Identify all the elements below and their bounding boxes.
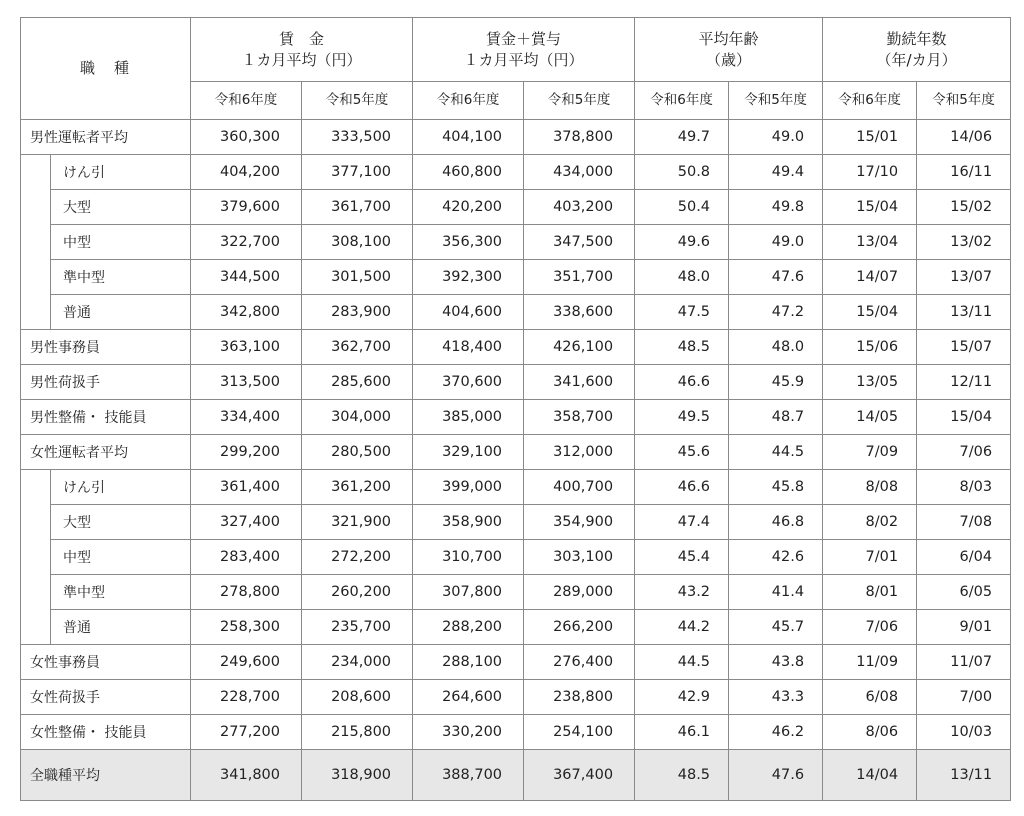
value-cell: 249,600 [191, 645, 302, 680]
row-label: 男性運転者平均 [21, 120, 191, 155]
value-cell: 304,000 [302, 400, 413, 435]
header-line2: １カ月平均（円） [241, 50, 362, 69]
value-cell: 45.4 [635, 540, 729, 575]
value-cell: 322,700 [191, 225, 302, 260]
value-cell: 334,400 [191, 400, 302, 435]
value-cell: 13/11 [917, 295, 1011, 330]
value-cell: 358,900 [413, 505, 524, 540]
value-cell: 303,100 [524, 540, 635, 575]
indent-cell [21, 540, 51, 575]
year-r6-header: 令和6年度 [635, 82, 729, 120]
year-r6-header: 令和6年度 [191, 82, 302, 120]
value-cell: 46.2 [729, 715, 823, 750]
indent-cell [21, 505, 51, 540]
total-row [21, 750, 1011, 801]
value-cell: 308,100 [302, 225, 413, 260]
value-cell: 277,200 [191, 715, 302, 750]
value-cell: 420,200 [413, 190, 524, 225]
table-row [21, 190, 1011, 225]
value-cell: 14/07 [823, 260, 917, 295]
value-cell: 285,600 [302, 365, 413, 400]
value-cell: 8/03 [917, 470, 1011, 505]
row-label: 女性事務員 [21, 645, 191, 680]
avg-age-header [635, 18, 823, 82]
table-row [21, 295, 1011, 330]
value-cell: 403,200 [524, 190, 635, 225]
value-cell: 11/09 [823, 645, 917, 680]
value-cell: 404,600 [413, 295, 524, 330]
header-line2: （年/カ月） [876, 50, 957, 69]
value-cell: 11/07 [917, 645, 1011, 680]
header-line1: 勤続年数 [886, 29, 947, 48]
value-cell: 47.6 [729, 750, 823, 801]
value-cell: 266,200 [524, 610, 635, 645]
value-cell: 327,400 [191, 505, 302, 540]
value-cell: 7/00 [917, 680, 1011, 715]
value-cell: 46.6 [635, 470, 729, 505]
value-cell: 385,000 [413, 400, 524, 435]
value-cell: 49.7 [635, 120, 729, 155]
value-cell: 13/05 [823, 365, 917, 400]
value-cell: 321,900 [302, 505, 413, 540]
value-cell: 264,600 [413, 680, 524, 715]
value-cell: 400,700 [524, 470, 635, 505]
value-cell: 43.8 [729, 645, 823, 680]
table-row [21, 120, 1011, 155]
value-cell: 47.2 [729, 295, 823, 330]
value-cell: 7/06 [823, 610, 917, 645]
value-cell: 283,900 [302, 295, 413, 330]
value-cell: 329,100 [413, 435, 524, 470]
value-cell: 10/03 [917, 715, 1011, 750]
value-cell: 426,100 [524, 330, 635, 365]
value-cell: 48.0 [729, 330, 823, 365]
wage-bonus-header [413, 18, 635, 82]
row-label: 女性荷扱手 [21, 680, 191, 715]
row-label: 普通 [51, 610, 191, 645]
table-row [21, 470, 1011, 505]
value-cell: 404,100 [413, 120, 524, 155]
value-cell: 47.5 [635, 295, 729, 330]
value-cell: 354,900 [524, 505, 635, 540]
value-cell: 283,400 [191, 540, 302, 575]
value-cell: 45.9 [729, 365, 823, 400]
value-cell: 15/04 [917, 400, 1011, 435]
value-cell: 9/01 [917, 610, 1011, 645]
value-cell: 12/11 [917, 365, 1011, 400]
value-cell: 50.8 [635, 155, 729, 190]
value-cell: 310,700 [413, 540, 524, 575]
table-body [21, 120, 1011, 801]
value-cell: 208,600 [302, 680, 413, 715]
table-row [21, 365, 1011, 400]
value-cell: 370,600 [413, 365, 524, 400]
table-row [21, 540, 1011, 575]
value-cell: 361,400 [191, 470, 302, 505]
row-label: 大型 [51, 190, 191, 225]
value-cell: 43.2 [635, 575, 729, 610]
value-cell: 14/04 [823, 750, 917, 801]
indent-cell [21, 260, 51, 295]
indent-cell [21, 190, 51, 225]
table-row [21, 680, 1011, 715]
value-cell: 15/04 [823, 295, 917, 330]
value-cell: 14/05 [823, 400, 917, 435]
value-cell: 238,800 [524, 680, 635, 715]
indent-cell [21, 295, 51, 330]
value-cell: 333,500 [302, 120, 413, 155]
value-cell: 344,500 [191, 260, 302, 295]
row-label: 中型 [51, 540, 191, 575]
value-cell: 460,800 [413, 155, 524, 190]
value-cell: 367,400 [524, 750, 635, 801]
value-cell: 46.8 [729, 505, 823, 540]
value-cell: 399,000 [413, 470, 524, 505]
value-cell: 272,200 [302, 540, 413, 575]
value-cell: 6/05 [917, 575, 1011, 610]
value-cell: 48.5 [635, 750, 729, 801]
row-label: けん引 [51, 155, 191, 190]
value-cell: 378,800 [524, 120, 635, 155]
header-line1: 賃 金 [279, 29, 325, 48]
value-cell: 347,500 [524, 225, 635, 260]
year-r5-header: 令和5年度 [302, 82, 413, 120]
value-cell: 13/04 [823, 225, 917, 260]
value-cell: 307,800 [413, 575, 524, 610]
value-cell: 289,000 [524, 575, 635, 610]
row-label: 男性事務員 [21, 330, 191, 365]
value-cell: 280,500 [302, 435, 413, 470]
row-label: 女性運転者平均 [21, 435, 191, 470]
value-cell: 254,100 [524, 715, 635, 750]
indent-cell [21, 575, 51, 610]
value-cell: 48.7 [729, 400, 823, 435]
value-cell: 14/06 [917, 120, 1011, 155]
value-cell: 418,400 [413, 330, 524, 365]
value-cell: 8/06 [823, 715, 917, 750]
value-cell: 318,900 [302, 750, 413, 801]
value-cell: 13/11 [917, 750, 1011, 801]
value-cell: 15/07 [917, 330, 1011, 365]
row-label: けん引 [51, 470, 191, 505]
value-cell: 49.5 [635, 400, 729, 435]
value-cell: 360,300 [191, 120, 302, 155]
value-cell: 234,000 [302, 645, 413, 680]
value-cell: 49.0 [729, 120, 823, 155]
year-r5-header: 令和5年度 [917, 82, 1011, 120]
value-cell: 260,200 [302, 575, 413, 610]
value-cell: 356,300 [413, 225, 524, 260]
value-cell: 45.7 [729, 610, 823, 645]
value-cell: 278,800 [191, 575, 302, 610]
value-cell: 379,600 [191, 190, 302, 225]
table-row [21, 715, 1011, 750]
value-cell: 7/08 [917, 505, 1011, 540]
value-cell: 49.8 [729, 190, 823, 225]
value-cell: 351,700 [524, 260, 635, 295]
table-row [21, 505, 1011, 540]
value-cell: 299,200 [191, 435, 302, 470]
value-cell: 15/04 [823, 190, 917, 225]
value-cell: 15/01 [823, 120, 917, 155]
value-cell: 45.8 [729, 470, 823, 505]
value-cell: 377,100 [302, 155, 413, 190]
value-cell: 434,000 [524, 155, 635, 190]
value-cell: 49.6 [635, 225, 729, 260]
category-header: 職 種 [21, 18, 191, 120]
value-cell: 7/01 [823, 540, 917, 575]
value-cell: 404,200 [191, 155, 302, 190]
value-cell: 15/06 [823, 330, 917, 365]
wage-table [20, 17, 1011, 801]
row-label: 準中型 [51, 575, 191, 610]
value-cell: 235,700 [302, 610, 413, 645]
row-label: 中型 [51, 225, 191, 260]
value-cell: 276,400 [524, 645, 635, 680]
value-cell: 16/11 [917, 155, 1011, 190]
value-cell: 46.6 [635, 365, 729, 400]
value-cell: 8/02 [823, 505, 917, 540]
value-cell: 338,600 [524, 295, 635, 330]
value-cell: 44.2 [635, 610, 729, 645]
value-cell: 288,200 [413, 610, 524, 645]
value-cell: 362,700 [302, 330, 413, 365]
value-cell: 15/02 [917, 190, 1011, 225]
value-cell: 49.0 [729, 225, 823, 260]
value-cell: 301,500 [302, 260, 413, 295]
table-row [21, 225, 1011, 260]
value-cell: 48.5 [635, 330, 729, 365]
value-cell: 388,700 [413, 750, 524, 801]
value-cell: 7/06 [917, 435, 1011, 470]
row-label: 大型 [51, 505, 191, 540]
table-row [21, 435, 1011, 470]
value-cell: 288,100 [413, 645, 524, 680]
value-cell: 361,200 [302, 470, 413, 505]
value-cell: 330,200 [413, 715, 524, 750]
indent-cell [21, 225, 51, 260]
value-cell: 8/08 [823, 470, 917, 505]
table-row [21, 400, 1011, 435]
value-cell: 392,300 [413, 260, 524, 295]
value-cell: 47.6 [729, 260, 823, 295]
row-label: 女性整備・ 技能員 [21, 715, 191, 750]
header-line1: 賃金＋賞与 [486, 29, 562, 48]
value-cell: 341,600 [524, 365, 635, 400]
row-label: 全職種平均 [21, 750, 191, 801]
table-row [21, 610, 1011, 645]
value-cell: 44.5 [729, 435, 823, 470]
indent-cell [21, 155, 51, 190]
value-cell: 45.6 [635, 435, 729, 470]
table-row [21, 260, 1011, 295]
year-r6-header: 令和6年度 [823, 82, 917, 120]
header-line2: １カ月平均（円） [463, 50, 584, 69]
wage-header [191, 18, 413, 82]
value-cell: 341,800 [191, 750, 302, 801]
table-row [21, 330, 1011, 365]
value-cell: 42.9 [635, 680, 729, 715]
row-label: 準中型 [51, 260, 191, 295]
value-cell: 17/10 [823, 155, 917, 190]
value-cell: 47.4 [635, 505, 729, 540]
indent-cell [21, 470, 51, 505]
row-label: 男性整備・ 技能員 [21, 400, 191, 435]
value-cell: 312,000 [524, 435, 635, 470]
value-cell: 313,500 [191, 365, 302, 400]
row-label: 普通 [51, 295, 191, 330]
value-cell: 42.6 [729, 540, 823, 575]
value-cell: 41.4 [729, 575, 823, 610]
value-cell: 50.4 [635, 190, 729, 225]
value-cell: 258,300 [191, 610, 302, 645]
value-cell: 13/07 [917, 260, 1011, 295]
tenure-header [823, 18, 1011, 82]
value-cell: 6/04 [917, 540, 1011, 575]
year-r5-header: 令和5年度 [524, 82, 635, 120]
value-cell: 13/02 [917, 225, 1011, 260]
row-label: 男性荷扱手 [21, 365, 191, 400]
value-cell: 228,700 [191, 680, 302, 715]
value-cell: 7/09 [823, 435, 917, 470]
indent-cell [21, 610, 51, 645]
value-cell: 361,700 [302, 190, 413, 225]
value-cell: 46.1 [635, 715, 729, 750]
header-line1: 平均年齢 [698, 29, 759, 48]
value-cell: 363,100 [191, 330, 302, 365]
value-cell: 44.5 [635, 645, 729, 680]
table-row [21, 155, 1011, 190]
value-cell: 43.3 [729, 680, 823, 715]
value-cell: 49.4 [729, 155, 823, 190]
table-row [21, 645, 1011, 680]
value-cell: 342,800 [191, 295, 302, 330]
value-cell: 8/01 [823, 575, 917, 610]
header-line2: （歳） [706, 50, 752, 69]
year-r5-header: 令和5年度 [729, 82, 823, 120]
table-row [21, 575, 1011, 610]
value-cell: 6/08 [823, 680, 917, 715]
value-cell: 358,700 [524, 400, 635, 435]
value-cell: 215,800 [302, 715, 413, 750]
value-cell: 48.0 [635, 260, 729, 295]
year-r6-header: 令和6年度 [413, 82, 524, 120]
